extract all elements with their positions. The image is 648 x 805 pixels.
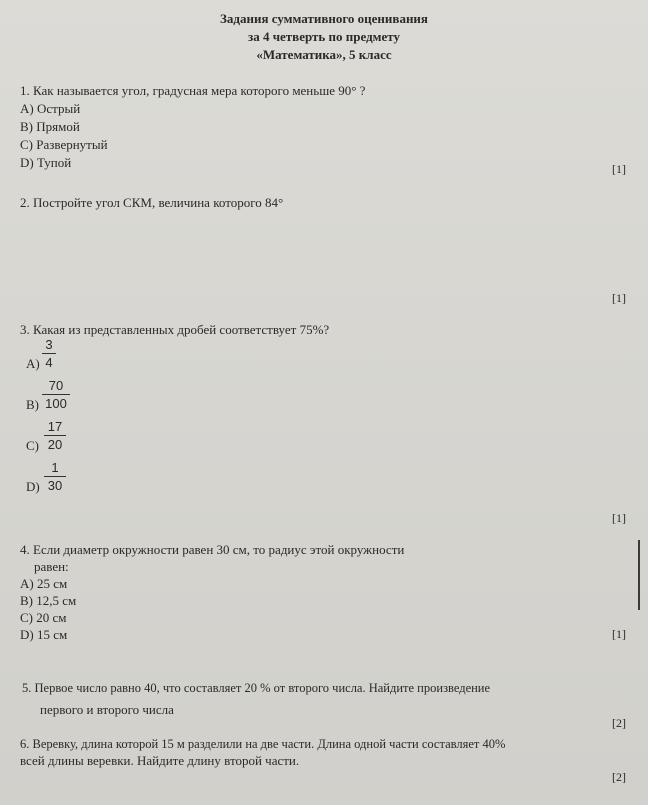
fraction-bar [42,394,70,395]
page-edge-shadow [638,540,640,610]
question-6-mark: [2] [612,770,626,784]
fraction-numerator: 17 [47,419,63,434]
question-4-option-d: D) 15 см [20,627,68,642]
fraction-numerator: 70 [48,378,64,393]
fraction-numerator: 3 [45,337,53,352]
question-1-mark: [1] [612,162,626,176]
header-line-2: за 4 четверть по предмету [247,29,401,44]
question-5-mark: [2] [612,716,626,730]
question-4-mark: [1] [612,627,626,641]
question-1-text: 1. Как называется угол, градусная мера которого меньше 90° ? [20,83,366,98]
question-1-option-d: D) Тупой [20,155,72,170]
question-1-option-c: C) Развернутый [20,137,108,152]
fraction-denominator: 4 [45,355,53,370]
question-3-text: 3. Какая из представленных дробей соответствует 75%? [20,322,330,337]
fraction-denominator: 30 [47,478,63,493]
question-5-text: 5. Первое число равно 40, что составляет 20 % от второго числа. Найдите произведение [22,681,491,695]
question-3-option-c-fraction [44,419,66,452]
question-6-text-continued: всей длины веревки. Найдите длину второй части. [20,753,300,768]
question-5-text-continued: первого и второго числа [40,702,174,717]
question-3-option-d-label: D) [26,479,40,494]
fraction-numerator: 1 [51,460,59,475]
question-3-option-a-label: A) [26,356,40,371]
question-4-option-a: A) 25 см [20,576,68,591]
question-2-mark: [1] [612,291,626,305]
fraction-bar [44,476,66,477]
question-3-option-b-label: B) [26,397,39,412]
question-3-mark: [1] [612,511,626,525]
question-3-option-d-fraction [44,460,66,493]
question-4-option-b: B) 12,5 см [20,593,77,608]
question-3-option-a-fraction [42,337,56,370]
question-1-option-b: B) Прямой [20,119,80,134]
question-2-text: 2. Постройте угол СКМ, величина которого 84° [20,195,284,210]
question-4-text: 4. Если диаметр окружности равен 30 см, то радиус этой окружности [20,542,405,557]
fraction-bar [44,435,66,436]
question-1-option-a: A) Острый [20,101,81,116]
question-3-option-c-label: C) [26,438,39,453]
fraction-bar [42,353,56,354]
fraction-denominator: 20 [47,437,63,452]
header-line-1: Задания суммативного оценивания [220,11,428,26]
question-3-option-b-fraction [42,378,70,411]
fraction-denominator: 100 [45,396,67,411]
question-4-option-c: C) 20 см [20,610,67,625]
header-line-3: «Математика», 5 класс [256,47,392,62]
question-6-text: 6. Веревку, длина которой 15 м разделили на две части. Длина одной части составляет 40% [20,737,506,751]
question-4-text-continued: равен: [34,559,69,574]
